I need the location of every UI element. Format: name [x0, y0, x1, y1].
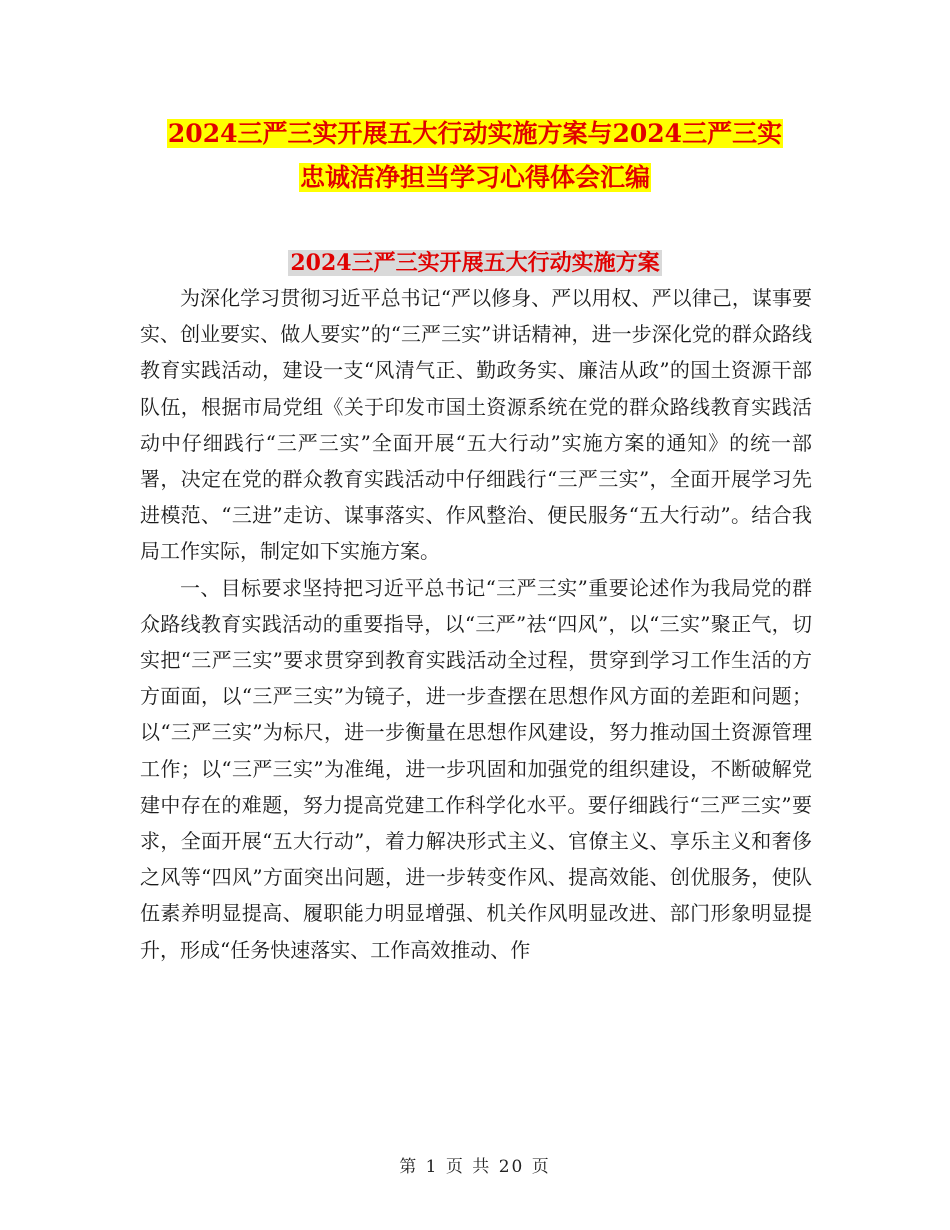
- page-number: 第 1 页 共 20 页: [399, 1157, 551, 1177]
- body-paragraph: 一、目标要求坚持把习近平总书记“三严三实”重要论述作为我局党的群众路线教育实践活动的重要指导，以“三严”祛“四风”，以“三实”聚正气，切实把“三严三实”要求贯穿到教育实践活动全过程，贯穿到学习工作生活的方方面面，以“三严三实”为镜子，进一步查摆在思想作风方面的差距和问题；以“三严三实”为标尺，进一步衡量在思想作风建设，努力推动国土资源管理工作；以“三严三实”为准绳，进一步巩固和加强党的组织建设，不断破解党建中存在的难题，努力提高党建工作科学化水平。要仔细践行“三严三实”要求，全面开展“五大行动”，着力解决形式主义、官僚主义、享乐主义和奢侈之风等“四风”方面突出问题，进一步转变作风、提高效能、创优服务，使队伍素养明显提高、履职能力明显增强、机关作风明显改进、部门形象明显提升，形成“任务快速落实、工作高效推动、作: [140, 575, 812, 962]
- page-footer: [0, 1152, 950, 1177]
- title-line-2-text: 忠诚洁净担当学习心得体会汇编: [299, 163, 650, 192]
- title-line-1-text: 2024三严三实开展五大行动实施方案与2024三严三实: [167, 119, 783, 148]
- section-heading: [0, 246, 950, 280]
- document-body: [140, 280, 812, 968]
- body-paragraph: 为深化学习贯彻习近平总书记“严以修身、严以用权、严以律己，谋事要实、创业要实、做人要实”的“三严三实”讲话精神，进一步深化党的群众路线教育实践活动，建设一支“风清气正、勤政务实、廉洁从政”的国土资源干部队伍，根据市局党组《关于印发市国土资源系统在党的群众路线教育实践活动中仔细践行“三严三实”全面开展“五大行动”实施方案的通知》的统一部署，决定在党的群众教育实践活动中仔细践行“三严三实”，全面开展学习先进模范、“三进”走访、谋事落实、作风整治、便民服务“五大行动”。结合我局工作实际，制定如下实施方案。: [140, 286, 812, 564]
- title-line-2: [0, 156, 950, 200]
- section-heading-text: 2024三严三实开展五大行动实施方案: [290, 250, 660, 276]
- document-title: [0, 112, 950, 200]
- title-line-1: [0, 112, 950, 156]
